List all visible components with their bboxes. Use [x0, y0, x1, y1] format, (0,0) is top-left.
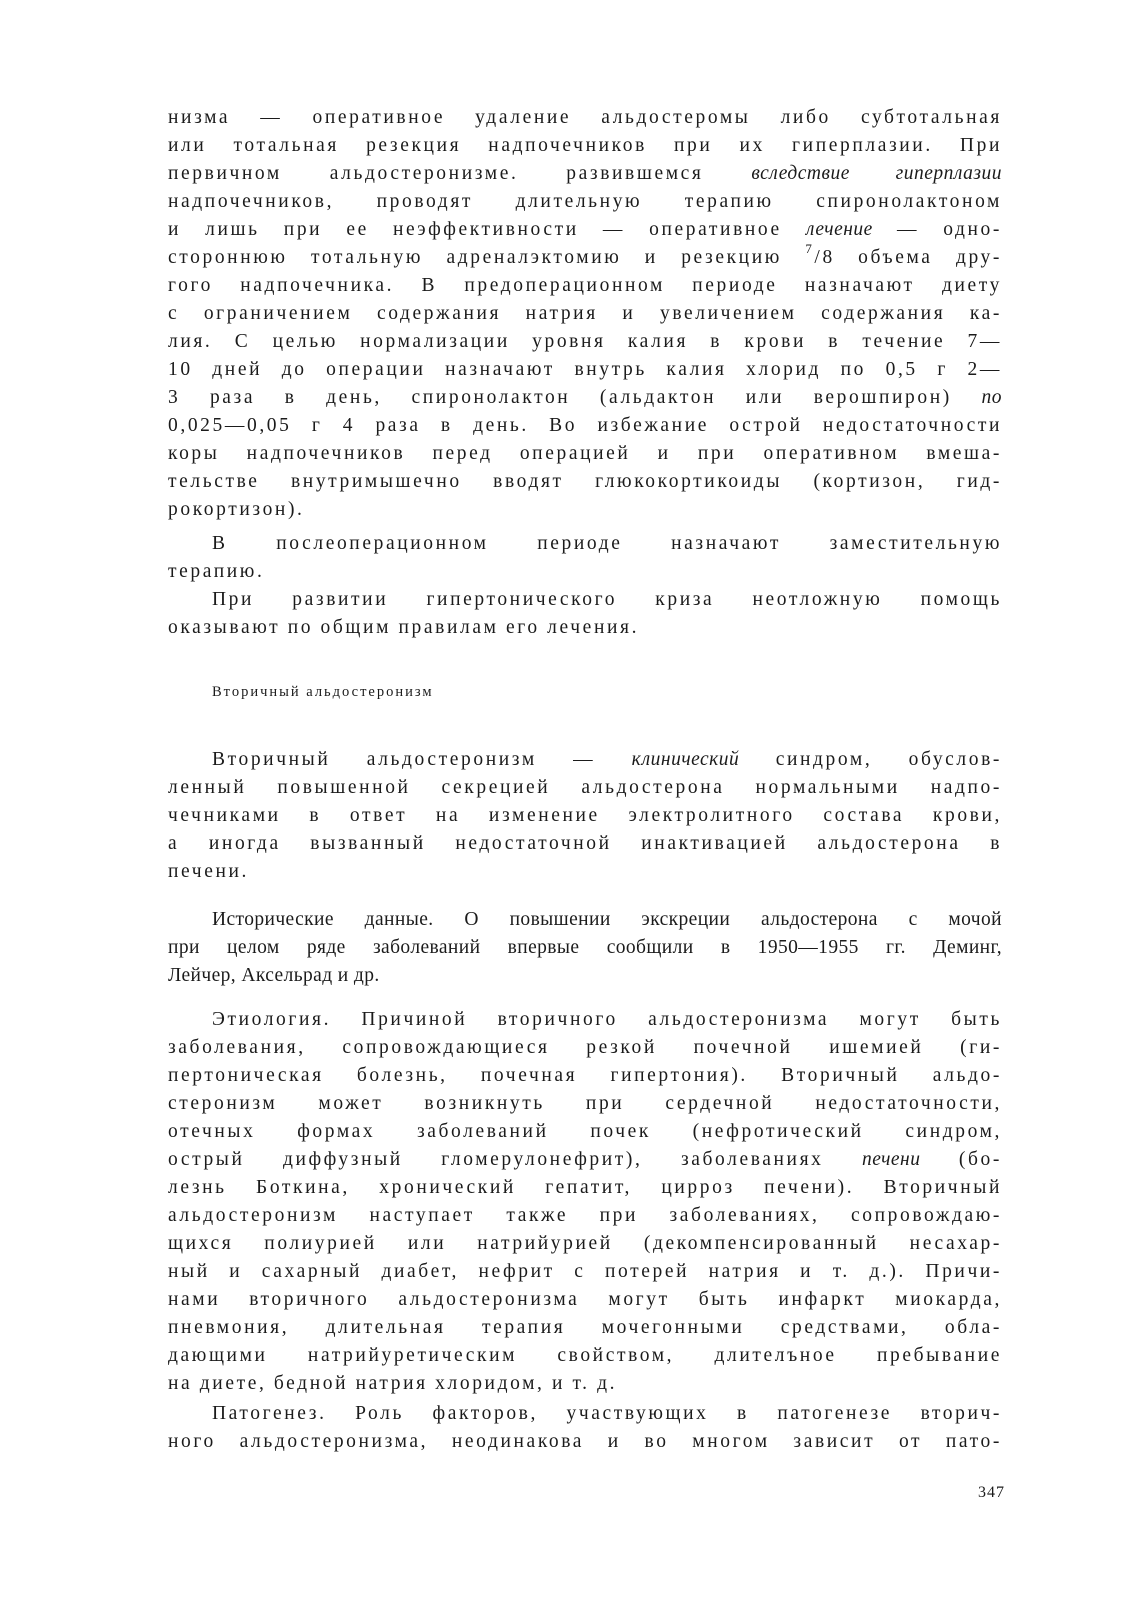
text-line: низма — оперативное удаление альдостеромы либо субтотальная: [168, 107, 1002, 128]
text-line: стеронизм может возникнуть при сердечной недостаточности,: [168, 1093, 1002, 1114]
text-line: рокортизон).: [168, 499, 305, 520]
text-line: гого надпочечника. В предоперационном периоде назначают диету: [168, 275, 1002, 296]
text-line: коры надпочечников перед операцией и при оперативном вмеша-: [168, 443, 1002, 464]
text-line: дающими натрийуретическим свойством, длителъное пребывание: [168, 1345, 1002, 1366]
text-line: стороннюю тотальную адреналэктомию и резекцию $^7$/8 объема дру-: [168, 241, 1002, 268]
italic-word: клинический: [631, 749, 740, 770]
text-line: нами вторичного альдостеронизма могут быть инфаркт миокарда,: [168, 1289, 1002, 1310]
text-line: щихся полиурией или натрийурией (декомпенсированный несахар-: [168, 1233, 1002, 1254]
text-line: чечниками в ответ на изменение электролитного состава крови,: [168, 805, 1002, 826]
italic-word: вследствие гиперплазии: [751, 163, 1003, 184]
text-line: при целом ряде заболеваний впервые сообщили в 1950—1955 гг. Деминг,: [168, 937, 1002, 958]
text-line: Патогенез. Роль факторов, участвующих в патогенезе вторич-: [212, 1403, 1002, 1424]
text-line: ного альдостеронизма, неодинакова и во многом зависит от пато-: [168, 1431, 1002, 1452]
text-line: Лейчер, Аксельрад и др.: [168, 965, 380, 986]
text-line: пневмония, длительная терапия мочегонными средствами, обла-: [168, 1317, 1002, 1338]
italic-word: печени: [861, 1149, 921, 1170]
text-line: терапию.: [168, 561, 265, 582]
text-line: пертоническая болезнь, почечная гипертония). Вторичный альдо-: [168, 1065, 1002, 1086]
text-line: Исторические данные. О повышении экскреции альдостерона с мочой: [212, 909, 1002, 930]
text-line: ленный повышенной секрецией альдостерона нормальными надпо-: [168, 777, 1002, 798]
text-line: При развитии гипертонического криза неотложную помощь: [212, 589, 1002, 610]
text-line: Этиология. Причиной вторичного альдостеронизма могут быть: [212, 1009, 1002, 1030]
text-line: печени.: [168, 861, 250, 882]
section-heading: Вторичный альдостеронизм: [212, 684, 434, 700]
text-line: альдостеронизм наступает также при заболеваниях, сопровождаю-: [168, 1205, 1002, 1226]
text-line: оказывают по общим правилам его лечения.: [168, 617, 640, 638]
text-line: заболевания, сопровождающиеся резкой почечной ишемией (ги-: [168, 1037, 1002, 1058]
text-line: с ограничением содержания натрия и увеличением содержания ка-: [168, 303, 1002, 324]
text-line: лезнь Боткина, хронический гепатит, цирроз печени). Вторичный: [168, 1177, 1002, 1198]
text-line: острый диффузный гломерулонефрит), заболеваниях печени (бо-: [168, 1149, 1002, 1170]
text-line: 0,025—0,05 г 4 раза в день. Во избежание острой недостаточности: [168, 415, 1002, 436]
text-line: ный и сахарный диабет, нефрит с потерей натрия и т. д.). Причи-: [168, 1261, 1002, 1282]
text-line: на диете, бедной натрия хлоридом, и т. д.: [168, 1373, 618, 1394]
text-line: В послеоперационном периоде назначают заместительную: [212, 533, 1002, 554]
superscript: 7: [805, 241, 815, 256]
text-line: а иногда вызванный недостаточной инактивацией альдостерона в: [168, 833, 1002, 854]
italic-word: лечение: [805, 219, 873, 240]
text-line: отечных формах заболеваний почек (нефротический синдром,: [168, 1121, 1002, 1142]
text-line: 10 дней до операции назначают внутрь калия хлорид по 0,5 г 2—: [168, 359, 1002, 380]
text-line: тельстве внутримышечно вводят глюкокортикоиды (кортизон, гид-: [168, 471, 1002, 492]
text-line: или тотальная резекция надпочечников при их гиперплазии. При: [168, 135, 1002, 156]
italic-word: по: [981, 387, 1002, 408]
text-line: 3 раза в день, спиронолактон (альдактон или верошпирон) по: [168, 387, 1002, 408]
text-line: надпочечников, проводят длительную терапию спиронолактоном: [168, 191, 1002, 212]
text-line: первичном альдостеронизме. развившемся вследствие гиперплазии: [168, 163, 1003, 184]
text-line: Вторичный альдостеронизм — клинический синдром, обуслов-: [212, 749, 1003, 770]
text-line: лия. С целью нормализации уровня калия в крови в течение 7—: [168, 331, 1002, 352]
text-line: и лишь при ее неэффективности — оперативное лечение — одно-: [168, 219, 1002, 240]
page-number: 347: [978, 1484, 1005, 1501]
